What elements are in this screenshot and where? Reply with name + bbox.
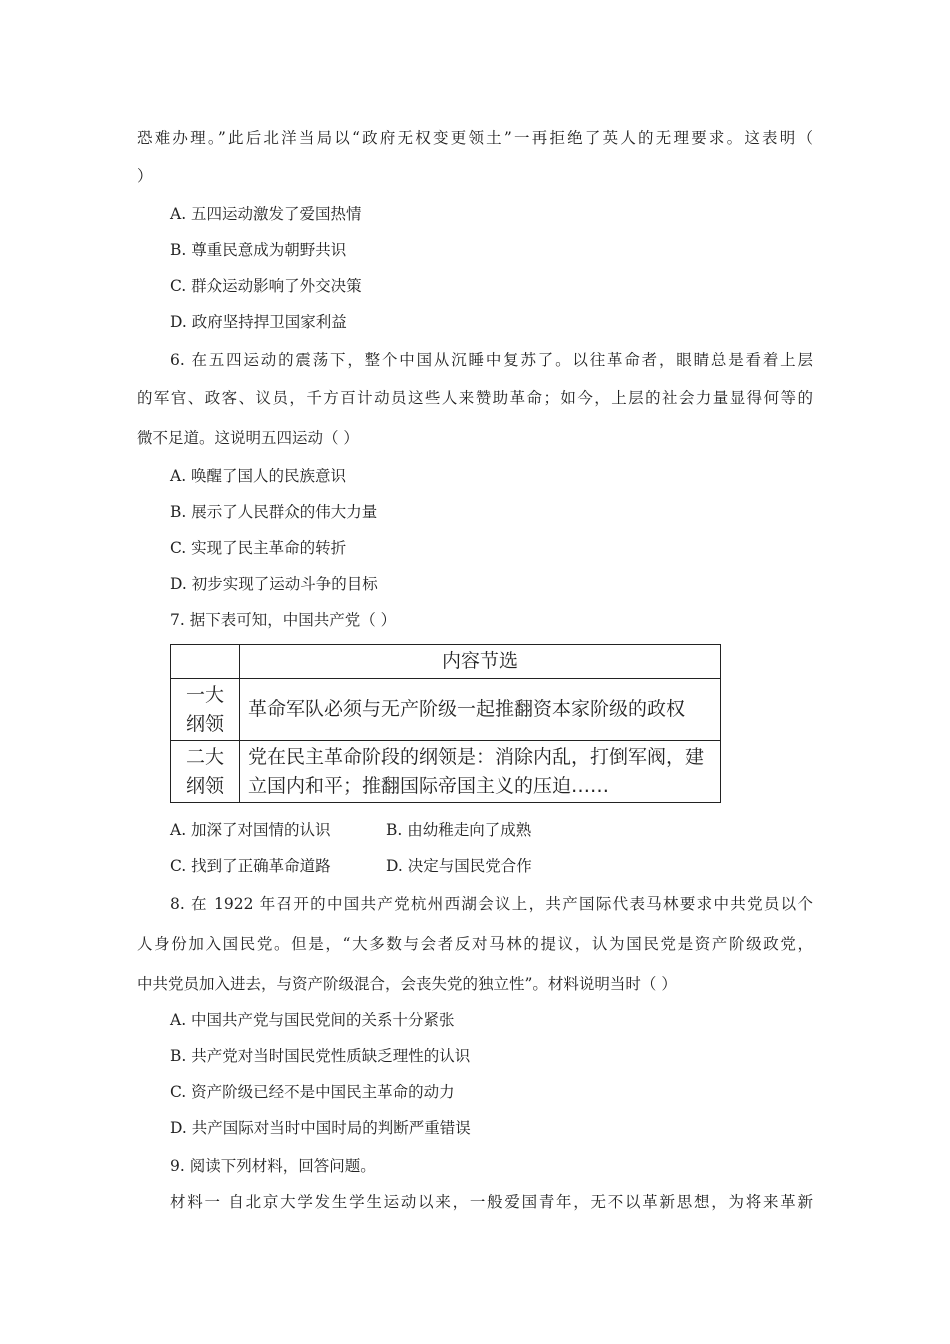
q5-option-b: B. 尊重民意成为朝野共识 <box>170 241 347 259</box>
q6-option-a: A. 唤醒了国人的民族意识 <box>170 467 347 485</box>
table-header-blank <box>171 645 240 679</box>
q8-stem-line2: 人身份加入国民党。但是，“大多数与会者反对马林的提议，认为国民党是资产阶级政党， <box>137 935 813 953</box>
table-row-label: 二大 纲领 <box>171 741 240 803</box>
table-row <box>171 679 721 741</box>
q7-option-b: B. 由幼稚走向了成熟 <box>386 821 532 839</box>
q5-stem-line1: 恐难办理。”此后北洋当局以“政府无权变更领土”一再拒绝了英人的无理要求。这表明（ <box>137 129 813 147</box>
q7-option-a: A. 加深了对国情的认识 <box>170 821 331 839</box>
q8-option-c: C. 资产阶级已经不是中国民主革命的动力 <box>170 1083 455 1101</box>
table-row <box>171 741 721 803</box>
q6-option-b: B. 展示了人民群众的伟大力量 <box>170 503 378 521</box>
q8-option-b: B. 共产党对当时国民党性质缺乏理性的认识 <box>170 1047 471 1065</box>
q6-option-c: C. 实现了民主革命的转折 <box>170 539 347 557</box>
q5-option-a: A. 五四运动激发了爱国热情 <box>170 205 362 223</box>
q7-option-c: C. 找到了正确革命道路 <box>170 857 331 875</box>
table-header-content: 内容节选 <box>240 645 721 679</box>
q7-stem: 7. 据下表可知，中国共产党（ ） <box>170 611 397 629</box>
q5-option-c: C. 群众运动影响了外交决策 <box>170 277 362 295</box>
q6-stem-line3: 微不足道。这说明五四运动（ ） <box>137 429 359 447</box>
q5-option-d: D. 政府坚持捍卫国家利益 <box>170 313 347 331</box>
table-header-row <box>171 645 721 679</box>
q6-option-d: D. 初步实现了运动斗争的目标 <box>170 575 378 593</box>
q7-option-d: D. 决定与国民党合作 <box>386 857 532 875</box>
q8-stem-line1: 8. 在 1922 年召开的中国共产党杭州西湖会议上，共产国际代表马林要求中共党员以个 <box>170 895 813 913</box>
table-row-content: 党在民主革命阶段的纲领是：消除内乱，打倒军阀，建立国内和平；推翻国际帝国主义的压迫…… <box>240 741 721 803</box>
q9-material-1: 材料一 自北京大学发生学生运动以来，一般爱国青年，无不以革新思想，为将来革新 <box>170 1193 813 1211</box>
table-row-content: 革命军队必须与无产阶级一起推翻资本家阶级的政权 <box>240 679 721 741</box>
q8-stem-line3: 中共党员加入进去，与资产阶级混合，会丧失党的独立性”。材料说明当时（ ） <box>137 975 677 993</box>
q5-stem-line2: ） <box>137 167 153 185</box>
q9-stem: 9. 阅读下列材料，回答问题。 <box>170 1157 376 1175</box>
q6-stem-line2: 的军官、政客、议员，千方百计动员这些人来赞助革命；如今，上层的社会力量显得何等的 <box>137 389 813 407</box>
q8-option-d: D. 共产国际对当时中国时局的判断严重错误 <box>170 1119 471 1137</box>
q6-stem-line1: 6. 在五四运动的震荡下，整个中国从沉睡中复苏了。以往革命者，眼睛总是看着上层 <box>170 351 813 369</box>
table-row-label: 一大 纲领 <box>171 679 240 741</box>
q8-option-a: A. 中国共产党与国民党间的关系十分紧张 <box>170 1011 455 1029</box>
q7-table <box>170 644 721 803</box>
